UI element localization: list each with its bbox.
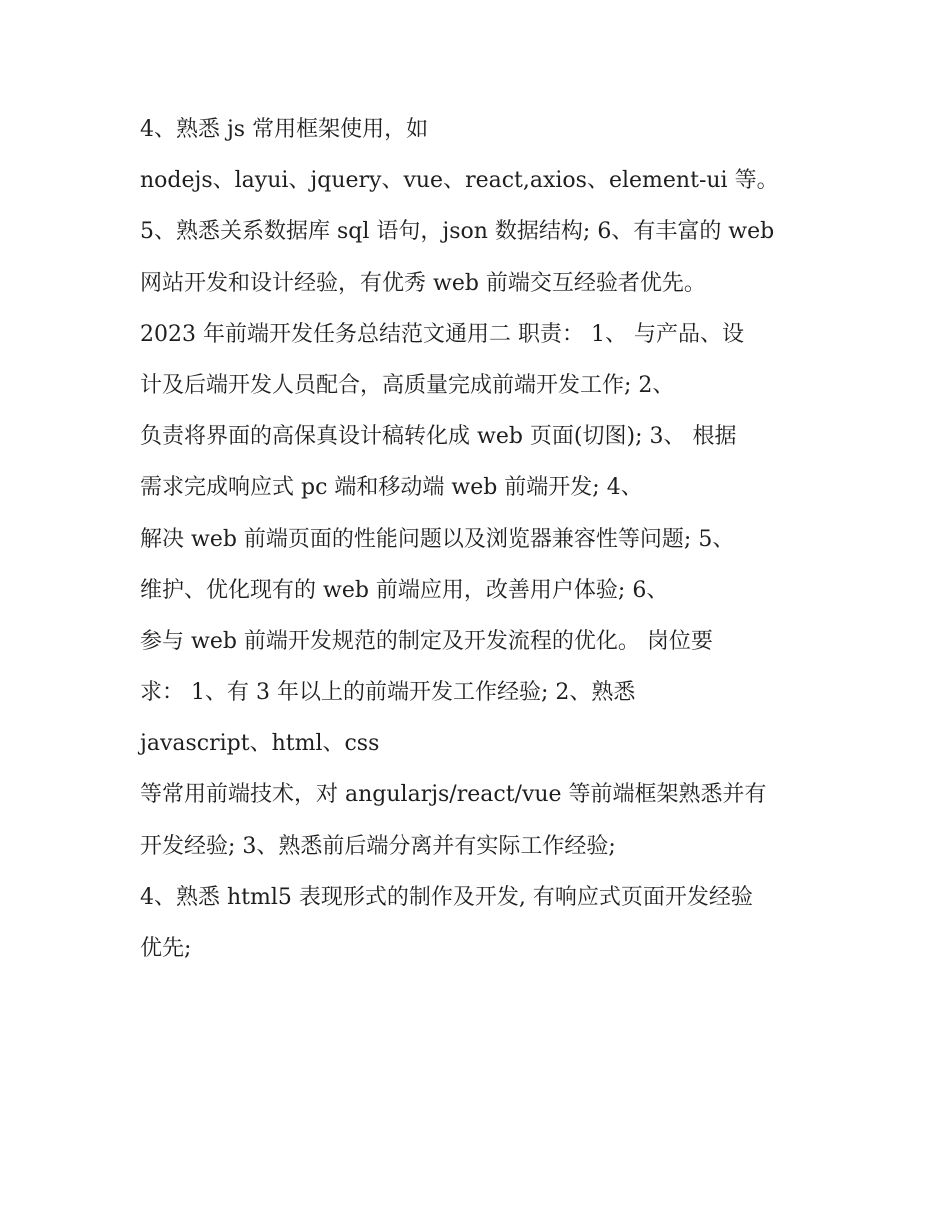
text-line: 等常用前端技术，对 angularjs/react/vue 等前端框架熟悉并有 (140, 782, 767, 808)
text-line: 需求完成响应式 pc 端和移动端 web 前端开发; 4、 (140, 475, 643, 501)
text-line: 4、熟悉 html5 表现形式的制作及开发, 有响应式页面开发经验 (140, 884, 753, 910)
text-line: 解决 web 前端页面的性能问题以及浏览器兼容性等问题; 5、 (140, 526, 735, 552)
text-line: 4、熟悉 js 常用框架使用，如 (140, 117, 429, 142)
text-line: nodejs、layui、jquery、vue、react,axios、element-ui 等。 (140, 168, 779, 194)
text-line: 开发经验; 3、熟悉前后端分离并有实际工作经验; (140, 833, 616, 859)
text-line: 负责将界面的高保真设计稿转化成 web 页面(切图); 3、 根据 (140, 424, 737, 450)
text-line: 2023 年前端开发任务总结范文通用二 职责： 1、 与产品、设 (140, 321, 744, 347)
text-line: 计及后端开发人员配合，高质量完成前端开发工作; 2、 (140, 372, 675, 398)
text-line: 5、熟悉关系数据库 sql 语句，json 数据结构; 6、有丰富的 web (140, 219, 775, 245)
document-body (140, 104, 830, 974)
text-line: 参与 web 前端开发规范的制定及开发流程的优化。 岗位要 (140, 628, 713, 654)
text-line: 维护、优化现有的 web 前端应用，改善用户体验; 6、 (140, 577, 669, 603)
text-line: javascript、html、css (140, 731, 380, 757)
text-line: 网站开发和设计经验，有优秀 web 前端交互经验者优先。 (140, 270, 706, 296)
text-line: 优先; (140, 936, 192, 961)
text-line: 求： 1、有 3 年以上的前端开发工作经验; 2、熟悉 (140, 680, 636, 706)
